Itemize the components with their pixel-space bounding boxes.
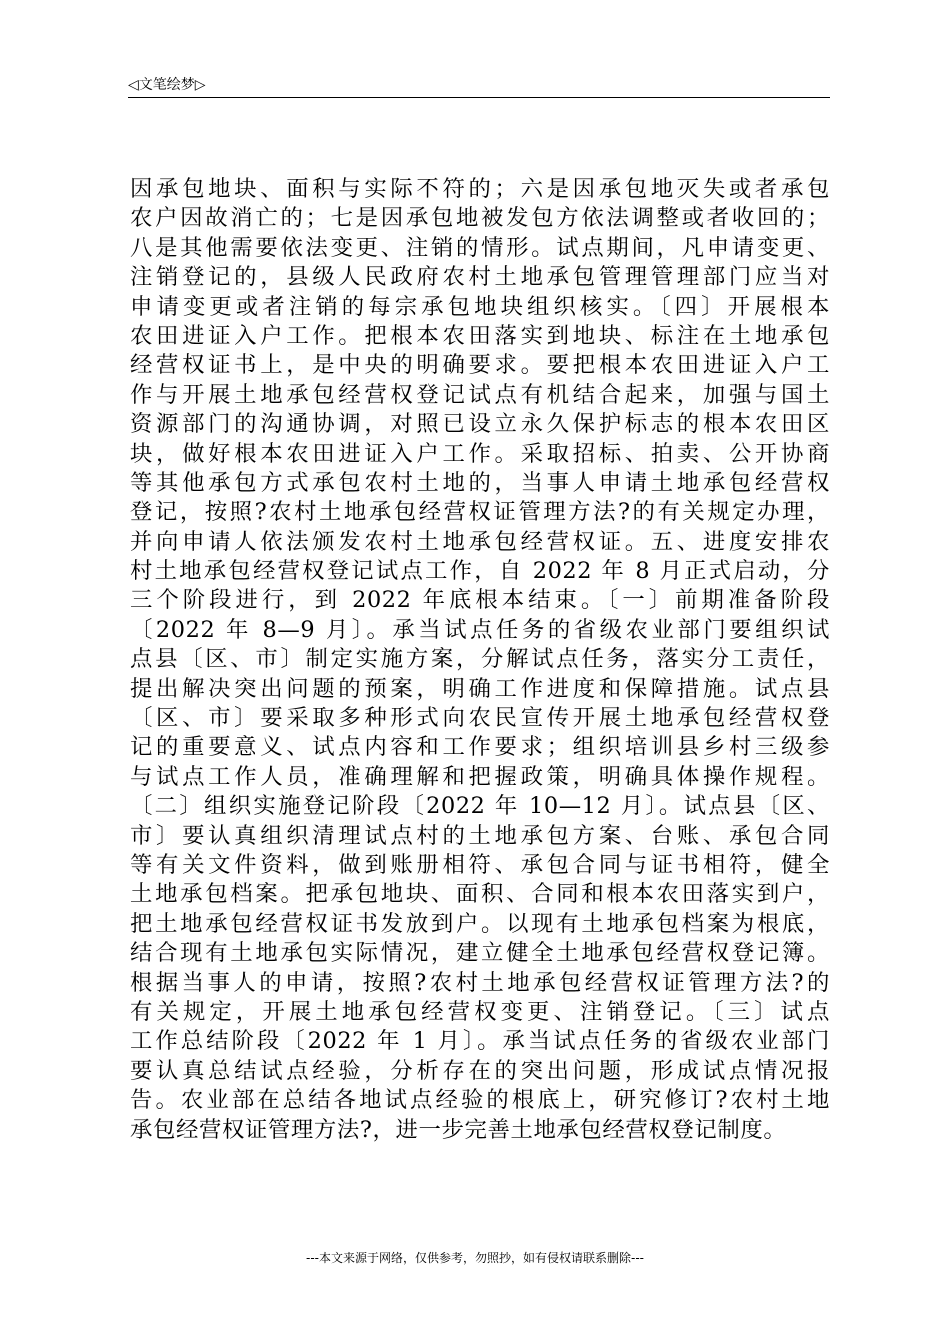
body-line: 告。农业部在总结各地试点经验的根底上，研究修订?农村土地: [130, 1087, 830, 1114]
body-line: 土地承包档案。把承包地块、面积、合同和根本农田落实到户，: [130, 881, 830, 908]
body-line: 承包经营权证管理方法?，进一步完善土地承包经营权登记制度。: [130, 1116, 787, 1143]
body-line: 农户因故消亡的；七是因承包地被发包方依法调整或者收回的；: [130, 205, 830, 232]
body-line: 块，做好根本农田进证入户工作。采取招标、拍卖、公开协商: [130, 440, 830, 467]
body-line: 记的重要意义、试点内容和工作要求；组织培训县乡村三级参: [130, 734, 830, 761]
body-line: 村土地承包经营权登记试点工作，自 2022 年 8 月正式启动，分: [130, 558, 830, 585]
body-line: 与试点工作人员，准确理解和把握政策，明确具体操作规程。: [130, 763, 830, 790]
body-line: 等其他承包方式承包农村土地的，当事人申请土地承包经营权: [130, 469, 830, 496]
body-line: 〔区、市〕要采取多种形式向农民宣传开展土地承包经营权登: [130, 705, 830, 732]
body-line: 根据当事人的申请，按照?农村土地承包经营权证管理方法?的: [130, 969, 830, 996]
body-line: 等有关文件资料，做到账册相符、承包合同与证书相符，健全: [130, 851, 830, 878]
body-line: 登记，按照?农村土地承包经营权证管理方法?的有关规定办理，: [130, 499, 830, 526]
body-line: 〔二〕组织实施登记阶段〔2022 年 10—12 月〕。试点县〔区、: [130, 793, 830, 820]
body-line: 八是其他需要依法变更、注销的情形。试点期间，凡申请变更、: [130, 234, 830, 261]
body-line: 作与开展土地承包经营权登记试点有机结合起来，加强与国土: [130, 381, 830, 408]
body-line: 因承包地块、面积与实际不符的；六是因承包地灭失或者承包: [130, 176, 830, 202]
body-line: 有关规定，开展土地承包经营权变更、注销登记。〔三〕试点: [130, 998, 830, 1025]
body-line: 要认真总结试点经验，分析存在的突出问题，形成试点情况报: [130, 1057, 830, 1084]
body-line: 点县〔区、市〕制定实施方案，分解试点任务，落实分工责任，: [130, 646, 830, 673]
body-line: 〔2022 年 8—9 月〕。承当试点任务的省级农业部门要组织试: [130, 616, 830, 643]
body-line: 农田进证入户工作。把根本农田落实到地块、标注在土地承包: [130, 322, 830, 349]
body-line: 市〕要认真组织清理试点村的土地承包方案、台账、承包合同: [130, 822, 830, 849]
body-line: 经营权证书上，是中央的明确要求。要把根本农田进证入户工: [130, 352, 830, 379]
body-line: 注销登记的，县级人民政府农村土地承包管理管理部门应当对: [130, 264, 830, 291]
body-line: 资源部门的沟通协调，对照已设立永久保护标志的根本农田区: [130, 411, 830, 438]
header-divider: [128, 97, 830, 98]
body-text: [130, 175, 830, 1145]
body-line: 提出解决突出问题的预案，明确工作进度和保障措施。试点县: [130, 675, 830, 702]
body-line: 把土地承包经营权证书发放到户。以现有土地承包档案为根底，: [130, 910, 830, 937]
body-line: 并向申请人依法颁发农村土地承包经营权证。五、进度安排农: [130, 528, 830, 555]
document-header: ◁文笔绘梦▷: [128, 77, 206, 93]
body-line: 结合现有土地承包实际情况，建立健全土地承包经营权登记簿。: [130, 940, 830, 967]
body-line: 三个阶段进行，到 2022 年底根本结束。〔一〕前期准备阶段: [130, 587, 830, 614]
body-line: 申请变更或者注销的每宗承包地块组织核实。〔四〕开展根本: [130, 293, 830, 320]
body-line: 工作总结阶段〔2022 年 1 月〕。承当试点任务的省级农业部门: [130, 1028, 830, 1055]
footer-disclaimer: ---本文来源于网络，仅供参考，勿照抄，如有侵权请联系删除---: [306, 1251, 644, 1265]
